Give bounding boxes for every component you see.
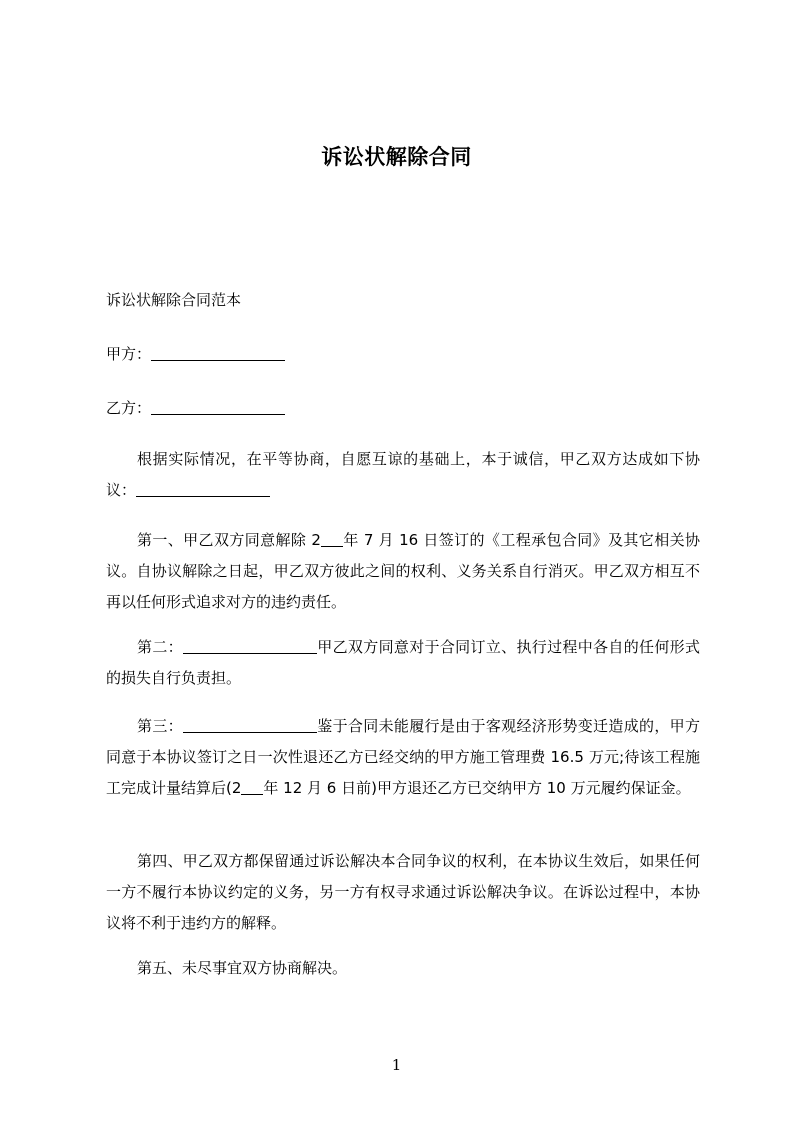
intro-text: 根据实际情况，在平等协商，自愿互谅的基础上，本于诚信，甲乙双方达成如下协议： bbox=[106, 450, 700, 499]
clause-2-blank bbox=[183, 639, 317, 654]
clause-3-middle: 鉴于合同未能履行是由于客观经济形势变迁造成的，甲方同意于本协议签订之日一次性退还乙方已经交纳的甲方施工管理费 16.5 万元;待该工程施工完成计量结算后(2 bbox=[106, 717, 700, 797]
party-a-label: 甲方： bbox=[106, 345, 152, 363]
document-subtitle: 诉讼状解除合同范本 bbox=[106, 291, 242, 309]
clause-1-suffix: 年 7 月 16 日签订的《工程承包合同》及其它相关协议。自协议解除之日起，甲乙双方彼此之间的权利、义务关系自行消灭。甲乙双方相互不再以任何形式追求对方的违约责任。 bbox=[106, 531, 700, 611]
clause-2-prefix: 第二： bbox=[137, 638, 183, 656]
clause-3-blank bbox=[183, 718, 317, 733]
intro-blank bbox=[136, 482, 270, 497]
clause-4-text: 第四、甲乙双方都保留通过诉讼解决本合同争议的权利，在本协议生效后，如果任何一方不履行本协议约定的义务，另一方有权寻求通过诉讼解决争议。在诉讼过程中，本协议将不利于违约方的解释。 bbox=[106, 852, 700, 932]
clause-4-paragraph bbox=[106, 846, 700, 939]
clause-3-prefix: 第三： bbox=[137, 717, 183, 735]
party-b-label: 乙方： bbox=[106, 399, 152, 417]
intro-paragraph bbox=[106, 444, 700, 506]
clause-5-paragraph bbox=[106, 953, 700, 984]
clause-3-suffix: 年 12 月 6 日前)甲方退还乙方已交纳甲方 10 万元履约保证金。 bbox=[263, 779, 691, 797]
clause-3-paragraph bbox=[106, 711, 700, 804]
party-a-blank bbox=[151, 346, 285, 361]
clause-1-paragraph bbox=[106, 525, 700, 618]
clause-5-text: 第五、未尽事宜双方协商解决。 bbox=[137, 959, 348, 977]
party-b-line bbox=[106, 398, 285, 418]
page-number: 1 bbox=[391, 1056, 402, 1074]
clause-2-paragraph bbox=[106, 632, 700, 694]
clause-2-suffix: 甲乙双方同意对于合同订立、执行过程中各自的任何形式的损失自行负责担。 bbox=[106, 638, 700, 687]
clause-1-year-blank bbox=[321, 532, 343, 547]
party-a-line bbox=[106, 344, 285, 364]
party-b-blank bbox=[151, 400, 285, 415]
clause-3-year-blank bbox=[241, 780, 263, 795]
clause-1-prefix: 第一、甲乙双方同意解除 2 bbox=[137, 531, 321, 549]
document-title: 诉讼状解除合同 bbox=[321, 145, 472, 169]
